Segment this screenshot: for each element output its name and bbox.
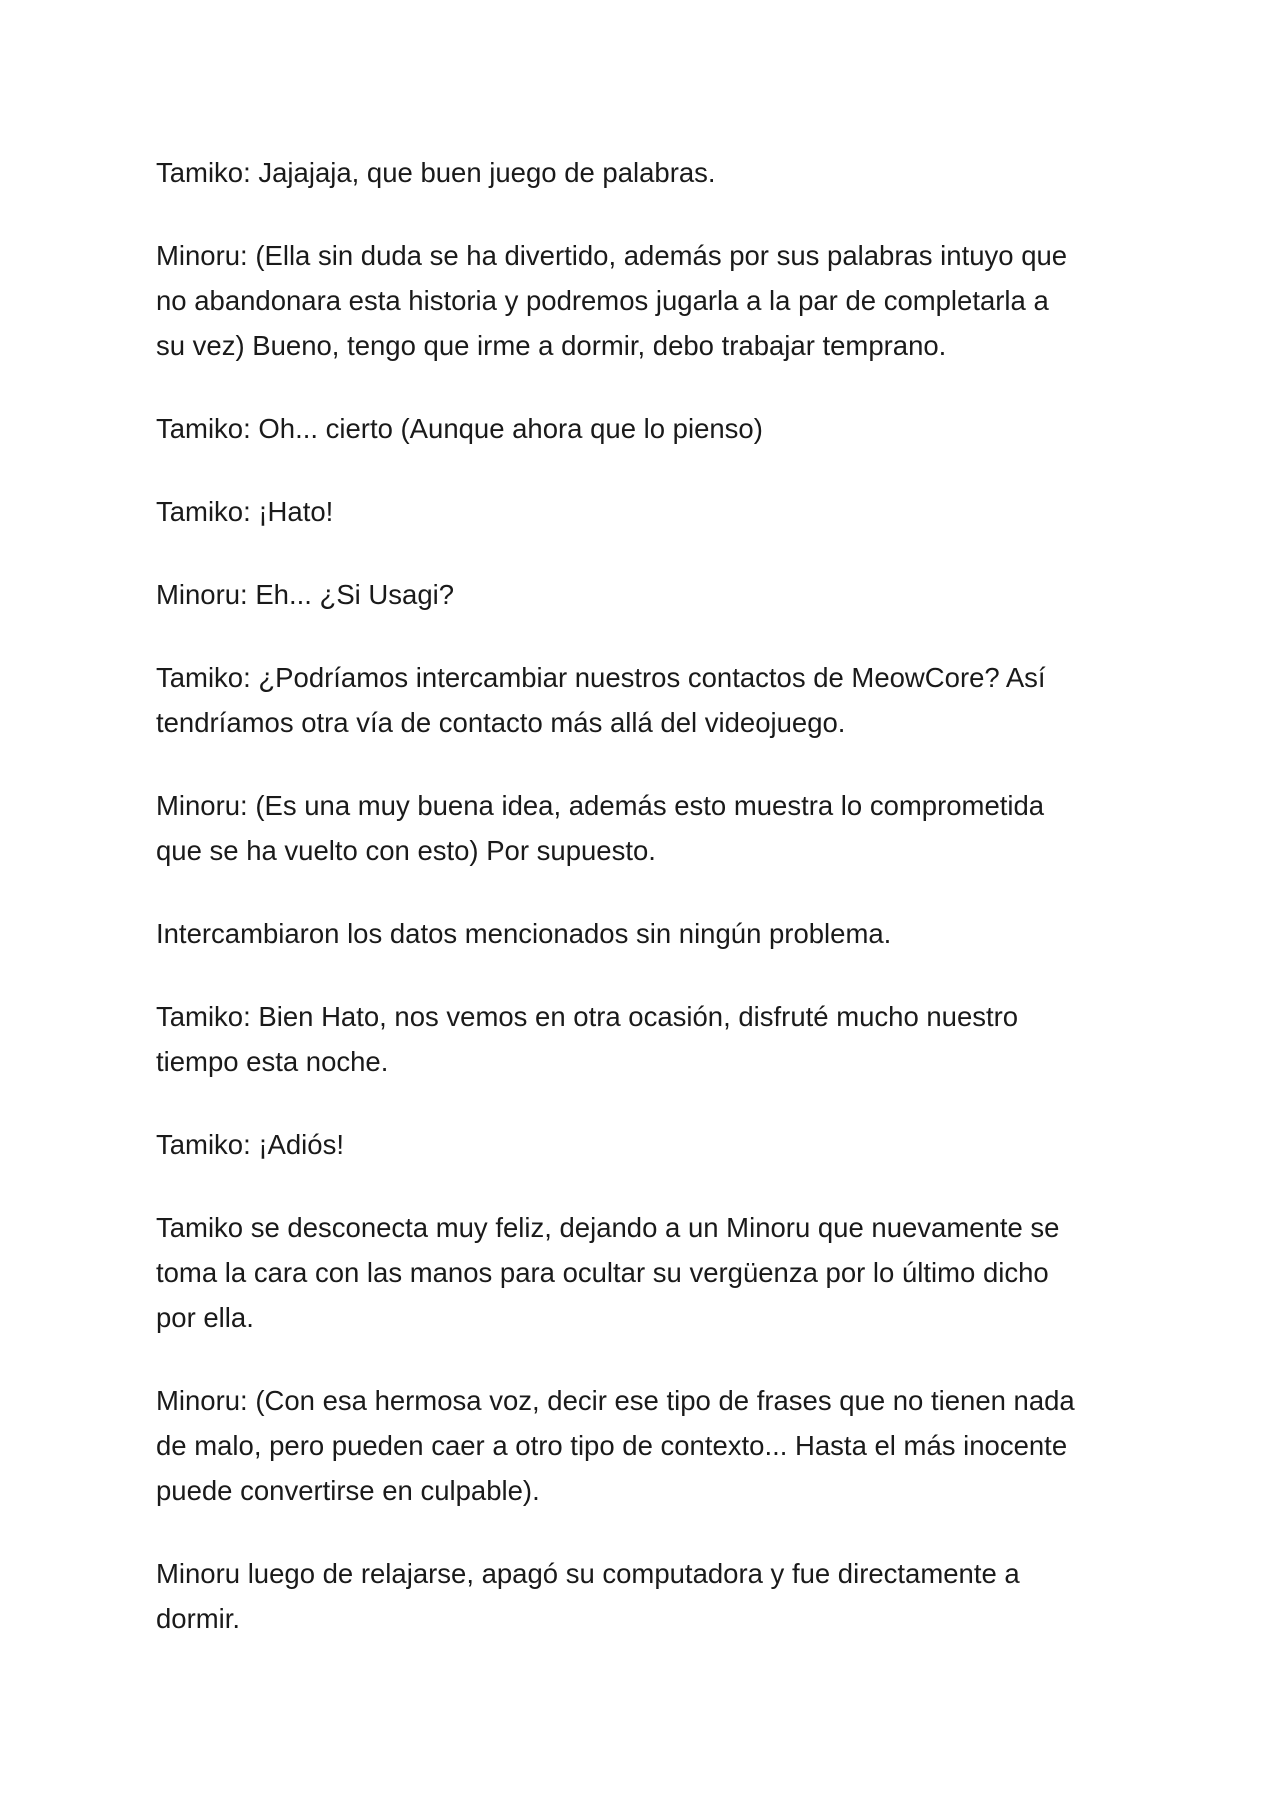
text-line: Minoru: (Con esa hermosa voz, decir ese tipo de frases que no tienen nada (156, 1385, 1075, 1416)
paragraph (156, 655, 1146, 745)
text-line: Tamiko: Oh... cierto (Aunque ahora que lo pienso) (156, 413, 763, 444)
text-line: Minoru: Eh... ¿Si Usagi? (156, 579, 455, 610)
text-line: su vez) Bueno, tengo que irme a dormir, debo trabajar temprano. (156, 330, 947, 361)
paragraph (156, 572, 1146, 617)
text-line: no abandonara esta historia y podremos jugarla a la par de completarla a (156, 285, 1049, 316)
paragraph (156, 406, 1146, 451)
paragraph (156, 150, 1146, 195)
text-line: dormir. (156, 1603, 241, 1634)
text-line: Tamiko: Jajajaja, que buen juego de palabras. (156, 157, 716, 188)
text-line: de malo, pero pueden caer a otro tipo de contexto... Hasta el más inocente (156, 1430, 1068, 1461)
text-line: Tamiko: Bien Hato, nos vemos en otra ocasión, disfruté mucho nuestro (156, 1001, 1019, 1032)
text-line: Minoru luego de relajarse, apagó su computadora y fue directamente a (156, 1558, 1020, 1589)
paragraph (156, 1122, 1146, 1167)
paragraph (156, 783, 1146, 873)
text-line: puede convertirse en culpable). (156, 1475, 540, 1506)
text-line: Tamiko: ¡Hato! (156, 496, 334, 527)
paragraph (156, 1205, 1146, 1340)
paragraph (156, 233, 1146, 368)
text-line: que se ha vuelto con esto) Por supuesto. (156, 835, 656, 866)
paragraph (156, 911, 1146, 956)
paragraph (156, 994, 1146, 1084)
paragraph (156, 489, 1146, 534)
text-line: Intercambiaron los datos mencionados sin ningún problema. (156, 918, 892, 949)
text-line: tendríamos otra vía de contacto más allá del videojuego. (156, 707, 846, 738)
text-line: Tamiko se desconecta muy feliz, dejando a un Minoru que nuevamente se (156, 1212, 1060, 1243)
text-line: Minoru: (Ella sin duda se ha divertido, además por sus palabras intuyo que (156, 240, 1068, 271)
paragraph (156, 1551, 1146, 1641)
text-line: toma la cara con las manos para ocultar su vergüenza por lo último dicho (156, 1257, 1049, 1288)
text-line: tiempo esta noche. (156, 1046, 389, 1077)
text-line: Tamiko: ¡Adiós! (156, 1129, 344, 1160)
text-line: Minoru: (Es una muy buena idea, además esto muestra lo comprometida (156, 790, 1045, 821)
text-line: Tamiko: ¿Podríamos intercambiar nuestros contactos de MeowCore? Así (156, 662, 1046, 693)
text-line: por ella. (156, 1302, 254, 1333)
document-page (156, 150, 1146, 1641)
paragraph (156, 1378, 1146, 1513)
